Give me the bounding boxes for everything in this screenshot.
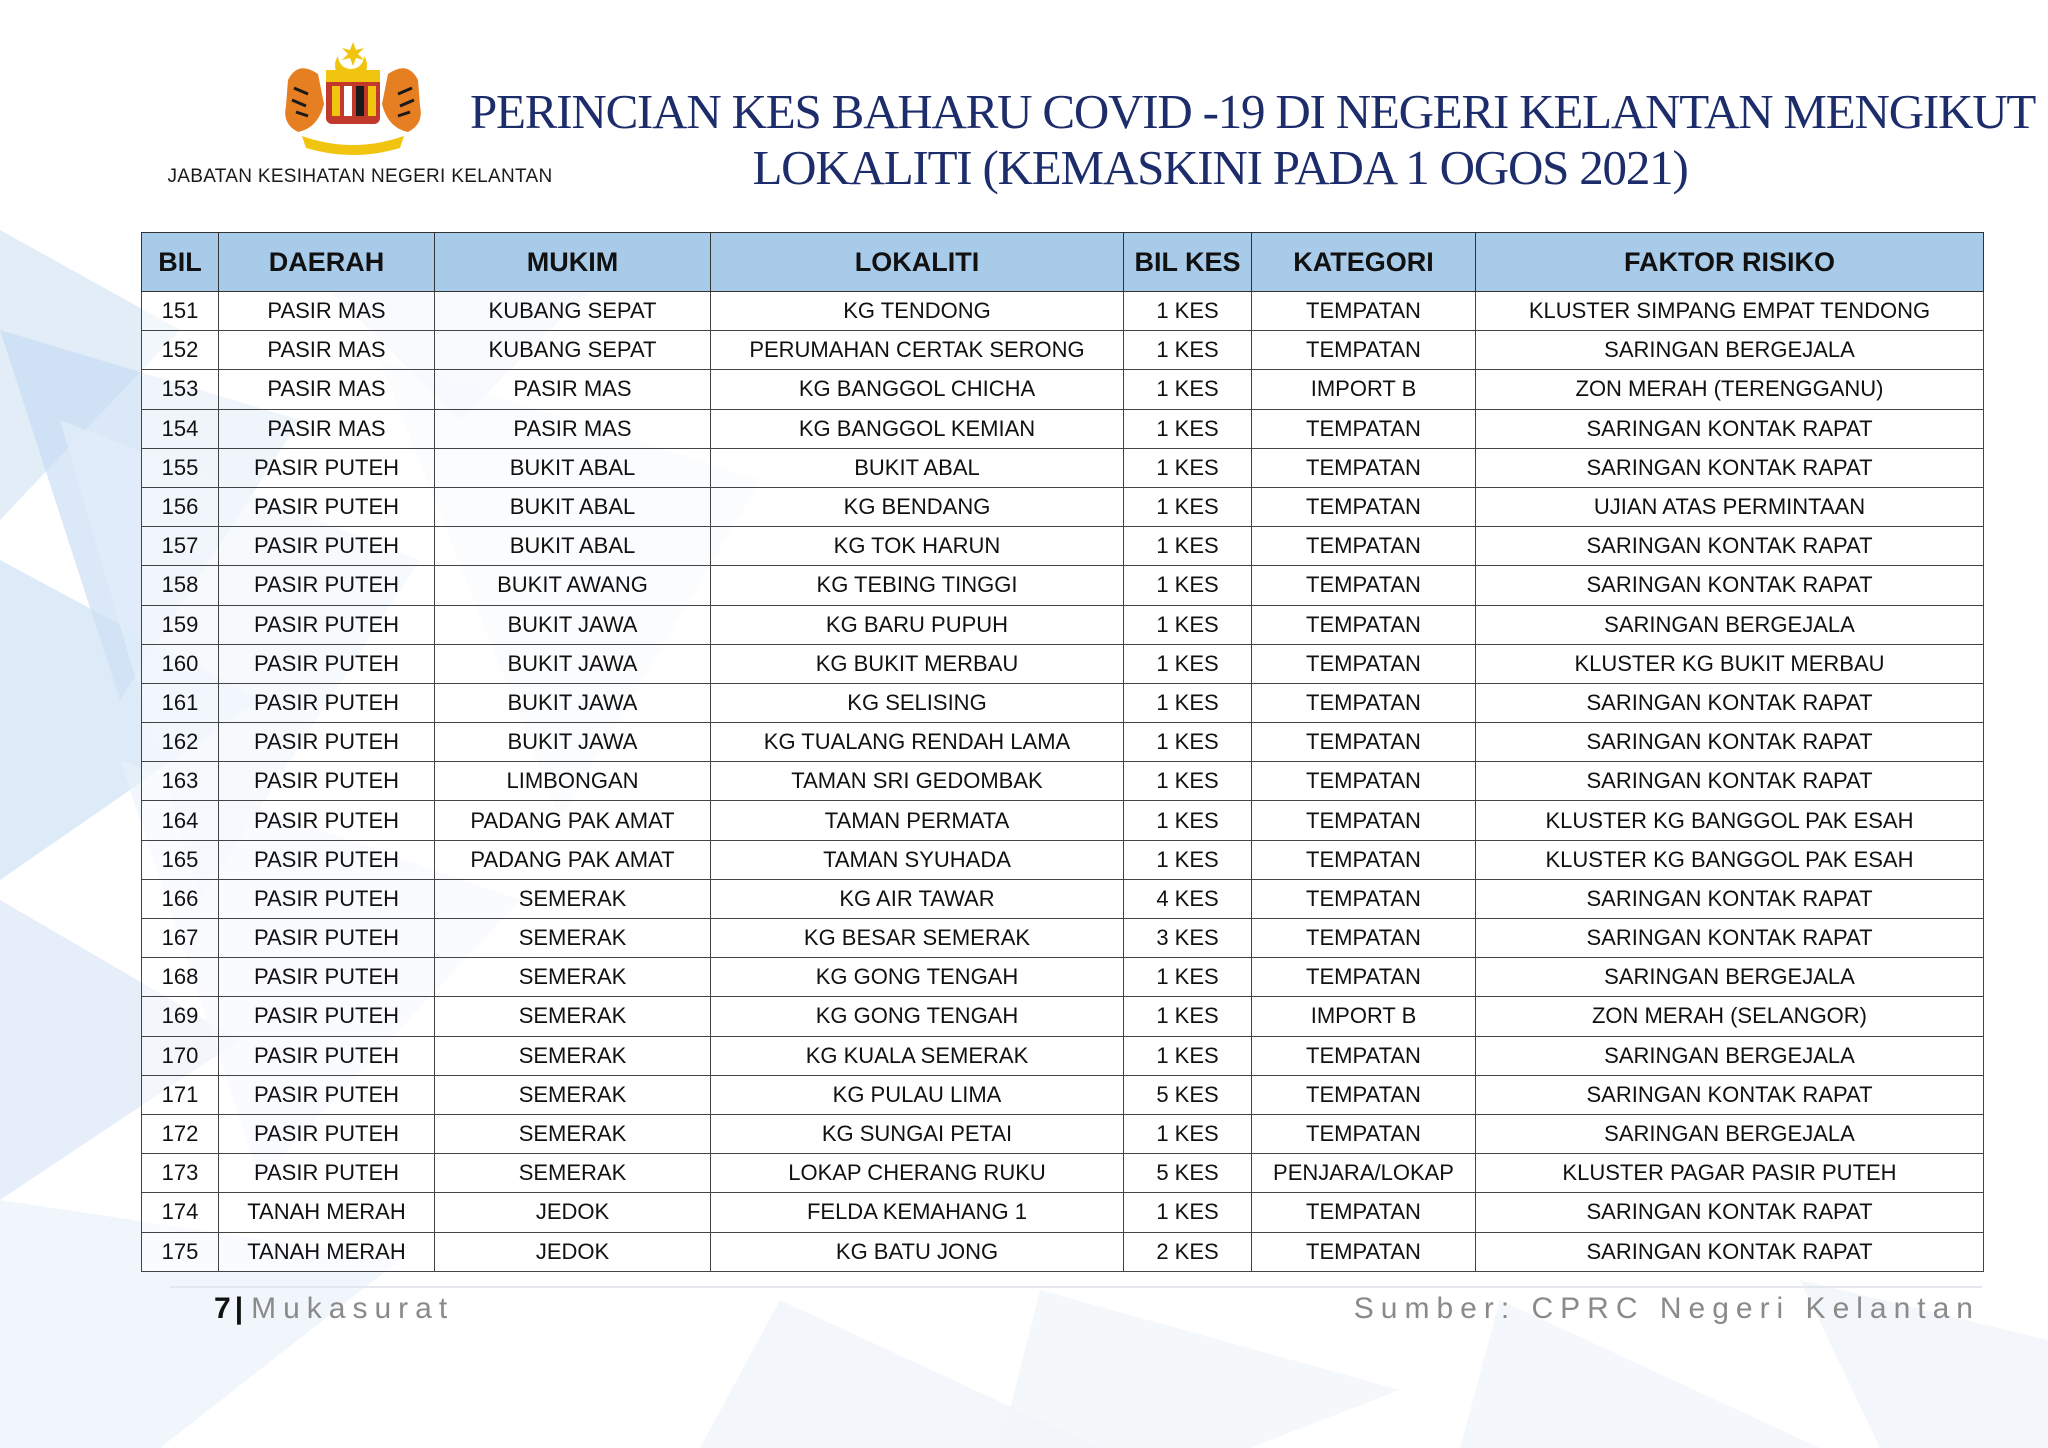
cell-lokaliti: BUKIT ABAL xyxy=(711,448,1124,487)
cell-faktor-risiko: KLUSTER KG BANGGOL PAK ESAH xyxy=(1476,801,1984,840)
cell-faktor-risiko: SARINGAN KONTAK RAPAT xyxy=(1476,723,1984,762)
cell-daerah: PASIR MAS xyxy=(219,331,435,370)
cell-mukim: PADANG PAK AMAT xyxy=(435,840,711,879)
cell-kategori: TEMPATAN xyxy=(1252,1075,1476,1114)
table-row xyxy=(142,801,1984,840)
cell-lokaliti: KG SUNGAI PETAI xyxy=(711,1114,1124,1153)
column-header-bil: BIL xyxy=(142,233,219,292)
cell-kategori: TEMPATAN xyxy=(1252,801,1476,840)
cell-bil: 166 xyxy=(142,879,219,918)
cell-bil-kes: 4 KES xyxy=(1124,879,1252,918)
cell-bil: 175 xyxy=(142,1232,219,1271)
cell-faktor-risiko: SARINGAN KONTAK RAPAT xyxy=(1476,1232,1984,1271)
cell-kategori: TEMPATAN xyxy=(1252,1114,1476,1153)
cell-lokaliti: FELDA KEMAHANG 1 xyxy=(711,1193,1124,1232)
cell-mukim: SEMERAK xyxy=(435,1114,711,1153)
cell-bil: 171 xyxy=(142,1075,219,1114)
cell-bil: 162 xyxy=(142,723,219,762)
cell-mukim: KUBANG SEPAT xyxy=(435,292,711,331)
table-row xyxy=(142,409,1984,448)
cell-bil: 160 xyxy=(142,644,219,683)
cell-bil: 153 xyxy=(142,370,219,409)
page-title xyxy=(470,84,2036,196)
cell-daerah: PASIR PUTEH xyxy=(219,487,435,526)
table-row xyxy=(142,292,1984,331)
cell-faktor-risiko: UJIAN ATAS PERMINTAAN xyxy=(1476,487,1984,526)
table-row xyxy=(142,1232,1984,1271)
cell-kategori: TEMPATAN xyxy=(1252,1193,1476,1232)
cell-kategori: TEMPATAN xyxy=(1252,292,1476,331)
cell-lokaliti: LOKAP CHERANG RUKU xyxy=(711,1154,1124,1193)
cell-kategori: TEMPATAN xyxy=(1252,409,1476,448)
cell-bil-kes: 1 KES xyxy=(1124,997,1252,1036)
cell-mukim: BUKIT ABAL xyxy=(435,487,711,526)
cell-lokaliti: KG BANGGOL KEMIAN xyxy=(711,409,1124,448)
cell-lokaliti: KG TEBING TINGGI xyxy=(711,566,1124,605)
cell-kategori: TEMPATAN xyxy=(1252,566,1476,605)
cell-bil-kes: 1 KES xyxy=(1124,644,1252,683)
table-row xyxy=(142,1075,1984,1114)
cell-kategori: IMPORT B xyxy=(1252,997,1476,1036)
cell-daerah: PASIR PUTEH xyxy=(219,723,435,762)
cell-mukim: PADANG PAK AMAT xyxy=(435,801,711,840)
cell-bil-kes: 5 KES xyxy=(1124,1154,1252,1193)
cell-mukim: PASIR MAS xyxy=(435,370,711,409)
table-row xyxy=(142,331,1984,370)
cell-lokaliti: KG AIR TAWAR xyxy=(711,879,1124,918)
cell-faktor-risiko: SARINGAN KONTAK RAPAT xyxy=(1476,409,1984,448)
cell-faktor-risiko: SARINGAN KONTAK RAPAT xyxy=(1476,527,1984,566)
table-row xyxy=(142,683,1984,722)
cell-mukim: SEMERAK xyxy=(435,997,711,1036)
cell-faktor-risiko: KLUSTER PAGAR PASIR PUTEH xyxy=(1476,1154,1984,1193)
cell-faktor-risiko: KLUSTER KG BUKIT MERBAU xyxy=(1476,644,1984,683)
cell-mukim: SEMERAK xyxy=(435,1075,711,1114)
cell-lokaliti: KG PULAU LIMA xyxy=(711,1075,1124,1114)
cell-lokaliti: PERUMAHAN CERTAK SERONG xyxy=(711,331,1124,370)
table-row xyxy=(142,566,1984,605)
cell-bil: 154 xyxy=(142,409,219,448)
cell-bil: 161 xyxy=(142,683,219,722)
cell-daerah: PASIR PUTEH xyxy=(219,644,435,683)
cell-mukim: BUKIT AWANG xyxy=(435,566,711,605)
cell-bil-kes: 1 KES xyxy=(1124,409,1252,448)
page-label: Mukasurat xyxy=(251,1292,455,1325)
cell-mukim: SEMERAK xyxy=(435,879,711,918)
cell-daerah: PASIR PUTEH xyxy=(219,762,435,801)
cell-faktor-risiko: KLUSTER KG BANGGOL PAK ESAH xyxy=(1476,840,1984,879)
cell-lokaliti: KG GONG TENGAH xyxy=(711,997,1124,1036)
cell-mukim: SEMERAK xyxy=(435,958,711,997)
cell-bil: 165 xyxy=(142,840,219,879)
cell-bil: 170 xyxy=(142,1036,219,1075)
cell-lokaliti: TAMAN PERMATA xyxy=(711,801,1124,840)
table-row xyxy=(142,527,1984,566)
cell-mukim: BUKIT ABAL xyxy=(435,527,711,566)
cell-faktor-risiko: ZON MERAH (TERENGGANU) xyxy=(1476,370,1984,409)
column-header-bil-kes: BIL KES xyxy=(1124,233,1252,292)
cell-bil: 159 xyxy=(142,605,219,644)
cell-kategori: PENJARA/LOKAP xyxy=(1252,1154,1476,1193)
cell-lokaliti: KG KUALA SEMERAK xyxy=(711,1036,1124,1075)
cell-daerah: PASIR PUTEH xyxy=(219,919,435,958)
cell-bil: 163 xyxy=(142,762,219,801)
cell-bil: 151 xyxy=(142,292,219,331)
cell-lokaliti: KG TOK HARUN xyxy=(711,527,1124,566)
cell-kategori: TEMPATAN xyxy=(1252,487,1476,526)
cell-mukim: SEMERAK xyxy=(435,1036,711,1075)
cell-bil-kes: 1 KES xyxy=(1124,683,1252,722)
cell-kategori: TEMPATAN xyxy=(1252,879,1476,918)
cell-kategori: TEMPATAN xyxy=(1252,958,1476,997)
column-header-daerah: DAERAH xyxy=(219,233,435,292)
cell-faktor-risiko: SARINGAN KONTAK RAPAT xyxy=(1476,879,1984,918)
source-note: Sumber: CPRC Negeri Kelantan xyxy=(1353,1292,1980,1325)
cell-bil: 152 xyxy=(142,331,219,370)
table-row xyxy=(142,997,1984,1036)
cell-mukim: JEDOK xyxy=(435,1232,711,1271)
cell-bil: 164 xyxy=(142,801,219,840)
column-header-mukim: MUKIM xyxy=(435,233,711,292)
table-row xyxy=(142,919,1984,958)
cell-faktor-risiko: SARINGAN BERGEJALA xyxy=(1476,1036,1984,1075)
column-header-lokaliti: LOKALITI xyxy=(711,233,1124,292)
column-header-faktor-risiko: FAKTOR RISIKO xyxy=(1476,233,1984,292)
cell-bil-kes: 1 KES xyxy=(1124,801,1252,840)
cell-faktor-risiko: KLUSTER SIMPANG EMPAT TENDONG xyxy=(1476,292,1984,331)
cell-bil-kes: 1 KES xyxy=(1124,527,1252,566)
cell-kategori: TEMPATAN xyxy=(1252,919,1476,958)
cell-faktor-risiko: SARINGAN BERGEJALA xyxy=(1476,1114,1984,1153)
cell-lokaliti: KG BENDANG xyxy=(711,487,1124,526)
page-number xyxy=(214,1292,454,1326)
cell-faktor-risiko: SARINGAN KONTAK RAPAT xyxy=(1476,448,1984,487)
page-header xyxy=(0,0,2048,230)
cell-kategori: TEMPATAN xyxy=(1252,683,1476,722)
cell-mukim: KUBANG SEPAT xyxy=(435,331,711,370)
cell-kategori: TEMPATAN xyxy=(1252,527,1476,566)
cell-bil-kes: 1 KES xyxy=(1124,958,1252,997)
table-row xyxy=(142,487,1984,526)
cell-lokaliti: KG BUKIT MERBAU xyxy=(711,644,1124,683)
cell-daerah: PASIR PUTEH xyxy=(219,879,435,918)
cell-mukim: JEDOK xyxy=(435,1193,711,1232)
cell-mukim: LIMBONGAN xyxy=(435,762,711,801)
cell-daerah: TANAH MERAH xyxy=(219,1232,435,1271)
cell-bil: 174 xyxy=(142,1193,219,1232)
cell-bil-kes: 1 KES xyxy=(1124,292,1252,331)
cell-faktor-risiko: SARINGAN KONTAK RAPAT xyxy=(1476,1193,1984,1232)
cell-daerah: PASIR PUTEH xyxy=(219,1114,435,1153)
cell-kategori: TEMPATAN xyxy=(1252,644,1476,683)
cell-daerah: PASIR PUTEH xyxy=(219,1036,435,1075)
cases-table xyxy=(141,232,1984,1272)
cell-bil: 167 xyxy=(142,919,219,958)
table-row xyxy=(142,1036,1984,1075)
cell-kategori: TEMPATAN xyxy=(1252,605,1476,644)
cell-daerah: PASIR PUTEH xyxy=(219,605,435,644)
cell-bil-kes: 1 KES xyxy=(1124,1193,1252,1232)
footer-divider xyxy=(170,1286,1982,1288)
table-row xyxy=(142,958,1984,997)
column-header-kategori: KATEGORI xyxy=(1252,233,1476,292)
cell-daerah: PASIR MAS xyxy=(219,292,435,331)
cell-faktor-risiko: SARINGAN KONTAK RAPAT xyxy=(1476,566,1984,605)
table-row xyxy=(142,370,1984,409)
table-row xyxy=(142,644,1984,683)
cell-daerah: PASIR MAS xyxy=(219,409,435,448)
malaysia-coat-of-arms-icon xyxy=(268,40,438,158)
cell-daerah: PASIR PUTEH xyxy=(219,448,435,487)
cell-bil: 157 xyxy=(142,527,219,566)
cell-mukim: SEMERAK xyxy=(435,1154,711,1193)
cell-lokaliti: KG BANGGOL CHICHA xyxy=(711,370,1124,409)
cell-mukim: BUKIT JAWA xyxy=(435,723,711,762)
cell-bil-kes: 1 KES xyxy=(1124,1036,1252,1075)
cell-bil-kes: 1 KES xyxy=(1124,723,1252,762)
table-header-row xyxy=(142,233,1984,292)
cell-daerah: PASIR PUTEH xyxy=(219,1154,435,1193)
cell-bil-kes: 1 KES xyxy=(1124,370,1252,409)
cell-lokaliti: KG SELISING xyxy=(711,683,1124,722)
cell-faktor-risiko: SARINGAN BERGEJALA xyxy=(1476,605,1984,644)
cell-lokaliti: KG TENDONG xyxy=(711,292,1124,331)
title-line-2: LOKALITI (KEMASKINI PADA 1 OGOS 2021) xyxy=(752,140,1688,195)
cell-lokaliti: TAMAN SYUHADA xyxy=(711,840,1124,879)
cell-mukim: BUKIT JAWA xyxy=(435,644,711,683)
cell-mukim: PASIR MAS xyxy=(435,409,711,448)
cell-bil-kes: 1 KES xyxy=(1124,605,1252,644)
cell-daerah: TANAH MERAH xyxy=(219,1193,435,1232)
cell-mukim: BUKIT JAWA xyxy=(435,605,711,644)
cell-mukim: BUKIT ABAL xyxy=(435,448,711,487)
cell-bil-kes: 1 KES xyxy=(1124,566,1252,605)
cell-lokaliti: KG BARU PUPUH xyxy=(711,605,1124,644)
cell-daerah: PASIR PUTEH xyxy=(219,527,435,566)
cell-bil: 156 xyxy=(142,487,219,526)
cell-lokaliti: KG BESAR SEMERAK xyxy=(711,919,1124,958)
cell-kategori: TEMPATAN xyxy=(1252,840,1476,879)
page-separator: | xyxy=(234,1292,244,1325)
cell-bil-kes: 1 KES xyxy=(1124,487,1252,526)
table-row xyxy=(142,840,1984,879)
table-row xyxy=(142,879,1984,918)
cell-daerah: PASIR PUTEH xyxy=(219,566,435,605)
title-line-1: PERINCIAN KES BAHARU COVID -19 DI NEGERI KELANTAN MENGIKUT xyxy=(470,84,2036,139)
cell-bil: 155 xyxy=(142,448,219,487)
cell-kategori: TEMPATAN xyxy=(1252,448,1476,487)
cell-kategori: TEMPATAN xyxy=(1252,1232,1476,1271)
cell-lokaliti: KG TUALANG RENDAH LAMA xyxy=(711,723,1124,762)
cell-kategori: TEMPATAN xyxy=(1252,762,1476,801)
cell-faktor-risiko: SARINGAN KONTAK RAPAT xyxy=(1476,919,1984,958)
cell-lokaliti: KG BATU JONG xyxy=(711,1232,1124,1271)
cell-bil-kes: 1 KES xyxy=(1124,331,1252,370)
cell-daerah: PASIR PUTEH xyxy=(219,1075,435,1114)
table-row xyxy=(142,1193,1984,1232)
table-row xyxy=(142,1114,1984,1153)
cell-daerah: PASIR PUTEH xyxy=(219,683,435,722)
cell-daerah: PASIR PUTEH xyxy=(219,997,435,1036)
department-name: JABATAN KESIHATAN NEGERI KELANTAN xyxy=(167,166,553,187)
cell-bil-kes: 2 KES xyxy=(1124,1232,1252,1271)
cell-lokaliti: TAMAN SRI GEDOMBAK xyxy=(711,762,1124,801)
cell-mukim: BUKIT JAWA xyxy=(435,683,711,722)
cell-bil: 169 xyxy=(142,997,219,1036)
cell-bil-kes: 1 KES xyxy=(1124,1114,1252,1153)
cell-kategori: TEMPATAN xyxy=(1252,1036,1476,1075)
cell-bil-kes: 5 KES xyxy=(1124,1075,1252,1114)
cell-mukim: SEMERAK xyxy=(435,919,711,958)
cell-faktor-risiko: SARINGAN KONTAK RAPAT xyxy=(1476,762,1984,801)
cell-bil: 158 xyxy=(142,566,219,605)
table-row xyxy=(142,1154,1984,1193)
cell-faktor-risiko: SARINGAN BERGEJALA xyxy=(1476,958,1984,997)
cell-bil: 172 xyxy=(142,1114,219,1153)
cell-faktor-risiko: SARINGAN KONTAK RAPAT xyxy=(1476,1075,1984,1114)
cell-bil-kes: 1 KES xyxy=(1124,840,1252,879)
cell-daerah: PASIR PUTEH xyxy=(219,958,435,997)
cell-kategori: TEMPATAN xyxy=(1252,723,1476,762)
page-number-value: 7 xyxy=(214,1292,231,1325)
table-row xyxy=(142,605,1984,644)
cell-bil-kes: 3 KES xyxy=(1124,919,1252,958)
cell-faktor-risiko: SARINGAN KONTAK RAPAT xyxy=(1476,683,1984,722)
cell-daerah: PASIR MAS xyxy=(219,370,435,409)
cell-lokaliti: KG GONG TENGAH xyxy=(711,958,1124,997)
table-body xyxy=(142,292,1984,1272)
cell-bil: 173 xyxy=(142,1154,219,1193)
cell-daerah: PASIR PUTEH xyxy=(219,801,435,840)
cell-kategori: IMPORT B xyxy=(1252,370,1476,409)
cell-bil-kes: 1 KES xyxy=(1124,762,1252,801)
cell-bil: 168 xyxy=(142,958,219,997)
cell-daerah: PASIR PUTEH xyxy=(219,840,435,879)
cell-faktor-risiko: ZON MERAH (SELANGOR) xyxy=(1476,997,1984,1036)
table-row xyxy=(142,723,1984,762)
table-row xyxy=(142,762,1984,801)
cell-bil-kes: 1 KES xyxy=(1124,448,1252,487)
cell-kategori: TEMPATAN xyxy=(1252,331,1476,370)
table-row xyxy=(142,448,1984,487)
cell-faktor-risiko: SARINGAN BERGEJALA xyxy=(1476,331,1984,370)
